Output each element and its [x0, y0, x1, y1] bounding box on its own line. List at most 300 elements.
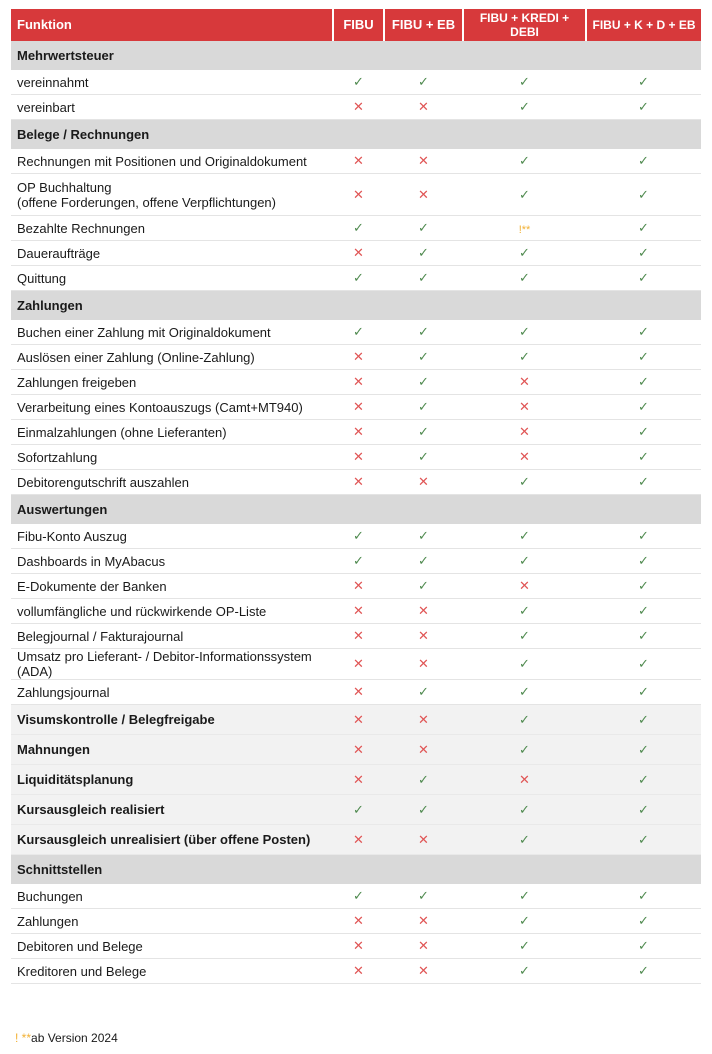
check-icon: ✓: [638, 399, 649, 414]
header-fibu: FIBU: [333, 9, 384, 41]
check-icon: ✓: [418, 324, 429, 339]
table-row: [11, 599, 701, 624]
status-cell: [463, 345, 586, 370]
cross-icon: ✕: [353, 938, 364, 953]
check-icon: ✓: [519, 963, 530, 978]
status-cell: [384, 705, 463, 735]
table-row: [11, 174, 701, 216]
header-fibu-kredi-debi: FIBU + KREDI + DEBI: [463, 9, 586, 41]
check-icon: ✓: [519, 684, 530, 699]
status-cell: [333, 174, 384, 216]
check-icon: ✓: [519, 528, 530, 543]
status-cell: [384, 216, 463, 241]
status-cell: [586, 549, 701, 574]
status-cell: [586, 470, 701, 495]
feature-label: Buchen einer Zahlung mit Originaldokument: [11, 320, 333, 345]
cross-icon: ✕: [418, 656, 429, 671]
status-cell: [333, 95, 384, 120]
status-cell: [586, 216, 701, 241]
status-cell: [384, 174, 463, 216]
check-icon: ✓: [638, 324, 649, 339]
section-header: [11, 41, 701, 70]
status-cell: [586, 705, 701, 735]
cross-icon: ✕: [353, 741, 364, 757]
status-cell: [333, 934, 384, 959]
status-cell: [384, 149, 463, 174]
feature-label: Einmalzahlungen (ohne Lieferanten): [11, 420, 333, 445]
check-icon: ✓: [418, 801, 429, 817]
feature-label: Zahlungsjournal: [11, 680, 333, 705]
table-row: [11, 649, 701, 680]
check-icon: ✓: [519, 74, 530, 89]
status-cell: [586, 95, 701, 120]
feature-label: Fibu-Konto Auszug: [11, 524, 333, 549]
check-icon: ✓: [638, 656, 649, 671]
section-header: [11, 855, 701, 885]
feature-label: Liquiditätsplanung: [11, 765, 333, 795]
check-icon: ✓: [519, 711, 530, 727]
table-row: [11, 320, 701, 345]
status-cell: [586, 884, 701, 909]
check-icon: ✓: [519, 888, 530, 903]
table-row: [11, 345, 701, 370]
feature-label: Visumskontrolle / Belegfreigabe: [11, 705, 333, 735]
status-cell: [463, 934, 586, 959]
status-cell: [384, 266, 463, 291]
footnote: [15, 1031, 118, 1045]
feature-label: Quittung: [11, 266, 333, 291]
feature-comparison-table: [11, 9, 701, 984]
status-cell: [586, 795, 701, 825]
status-cell: [586, 959, 701, 984]
status-cell: [586, 765, 701, 795]
check-icon: ✓: [353, 74, 364, 89]
check-icon: ✓: [418, 553, 429, 568]
feature-label: Zahlungen freigeben: [11, 370, 333, 395]
check-icon: ✓: [353, 270, 364, 285]
status-cell: [333, 795, 384, 825]
feature-label: Belegjournal / Fakturajournal: [11, 624, 333, 649]
cross-icon: ✕: [418, 186, 429, 202]
check-icon: ✓: [353, 528, 364, 543]
status-cell: [586, 445, 701, 470]
check-icon: ✓: [638, 801, 649, 817]
status-cell: [384, 624, 463, 649]
feature-label: Bezahlte Rechnungen: [11, 216, 333, 241]
table-row: [11, 765, 701, 795]
status-cell: [463, 825, 586, 855]
status-cell: [333, 470, 384, 495]
table-row: [11, 934, 701, 959]
check-icon: ✓: [519, 553, 530, 568]
status-cell: [384, 549, 463, 574]
status-cell: [463, 320, 586, 345]
status-cell: [463, 884, 586, 909]
section-title: Schnittstellen: [11, 855, 701, 885]
header-funktion: Funktion: [11, 9, 333, 41]
status-cell: [384, 735, 463, 765]
cross-icon: ✕: [418, 153, 429, 168]
status-cell: [463, 445, 586, 470]
status-cell: [463, 395, 586, 420]
feature-label: Debitoren und Belege: [11, 934, 333, 959]
feature-label: Mahnungen: [11, 735, 333, 765]
cross-icon: ✕: [353, 684, 364, 699]
status-cell: [384, 884, 463, 909]
status-cell: [384, 795, 463, 825]
status-cell: [463, 149, 586, 174]
table-row: [11, 370, 701, 395]
check-icon: ✓: [418, 684, 429, 699]
status-cell: [333, 959, 384, 984]
table-row: [11, 395, 701, 420]
check-icon: ✓: [353, 553, 364, 568]
check-icon: ✓: [519, 245, 530, 260]
check-icon: ✓: [638, 474, 649, 489]
check-icon: ✓: [638, 963, 649, 978]
status-cell: [333, 884, 384, 909]
status-cell: [384, 599, 463, 624]
check-icon: ✓: [353, 888, 364, 903]
check-icon: ✓: [638, 270, 649, 285]
table-row: [11, 705, 701, 735]
check-icon: ✓: [418, 220, 429, 235]
table-row: [11, 149, 701, 174]
status-cell: [463, 680, 586, 705]
section-title: Zahlungen: [11, 291, 701, 321]
status-cell: [333, 735, 384, 765]
check-icon: ✓: [638, 374, 649, 389]
table-row: [11, 420, 701, 445]
cross-icon: ✕: [418, 628, 429, 643]
check-icon: ✓: [418, 888, 429, 903]
status-cell: [384, 524, 463, 549]
feature-label: Auslösen einer Zahlung (Online-Zahlung): [11, 345, 333, 370]
cross-icon: ✕: [519, 424, 530, 439]
check-icon: ✓: [519, 324, 530, 339]
status-cell: [333, 345, 384, 370]
check-icon: ✓: [638, 603, 649, 618]
cross-icon: ✕: [418, 938, 429, 953]
status-cell: [333, 320, 384, 345]
status-cell: [586, 934, 701, 959]
status-cell: [586, 70, 701, 95]
status-cell: [333, 680, 384, 705]
status-cell: [463, 549, 586, 574]
feature-label: Dashboards in MyAbacus: [11, 549, 333, 574]
check-icon: ✓: [519, 349, 530, 364]
cross-icon: ✕: [353, 771, 364, 787]
table-row: [11, 909, 701, 934]
status-cell: [384, 470, 463, 495]
check-icon: ✓: [638, 578, 649, 593]
cross-icon: ✕: [519, 771, 530, 787]
cross-icon: ✕: [353, 628, 364, 643]
check-icon: ✓: [418, 374, 429, 389]
check-icon: ✓: [519, 801, 530, 817]
cross-icon: ✕: [353, 831, 364, 847]
table-row: [11, 549, 701, 574]
feature-label: Kreditoren und Belege: [11, 959, 333, 984]
status-cell: [384, 680, 463, 705]
status-cell: [463, 524, 586, 549]
feature-label: vollumfängliche und rückwirkende OP-Liste: [11, 599, 333, 624]
status-cell: [333, 574, 384, 599]
cross-icon: ✕: [353, 374, 364, 389]
check-icon: ✓: [638, 424, 649, 439]
status-cell: [586, 420, 701, 445]
table-row: [11, 470, 701, 495]
check-icon: ✓: [519, 831, 530, 847]
status-cell: [384, 420, 463, 445]
status-cell: [463, 95, 586, 120]
status-cell: [333, 624, 384, 649]
status-cell: [333, 599, 384, 624]
section-title: Auswertungen: [11, 495, 701, 525]
status-cell: [586, 574, 701, 599]
status-cell: [586, 825, 701, 855]
table-row: [11, 445, 701, 470]
status-cell: [463, 70, 586, 95]
check-icon: ✓: [638, 245, 649, 260]
cross-icon: ✕: [418, 99, 429, 114]
table-row: [11, 735, 701, 765]
status-cell: [586, 174, 701, 216]
check-icon: ✓: [418, 578, 429, 593]
status-cell: [586, 149, 701, 174]
status-cell: [333, 649, 384, 680]
check-icon: ✓: [638, 528, 649, 543]
cross-icon: ✕: [418, 741, 429, 757]
feature-label: vereinnahmt: [11, 70, 333, 95]
section-title: Mehrwertsteuer: [11, 41, 701, 70]
status-cell: [463, 174, 586, 216]
feature-label: Rechnungen mit Positionen und Originaldokument: [11, 149, 333, 174]
feature-label: Daueraufträge: [11, 241, 333, 266]
status-cell: [384, 934, 463, 959]
check-icon: ✓: [638, 888, 649, 903]
check-icon: ✓: [638, 220, 649, 235]
status-cell: [333, 705, 384, 735]
header-fibu-k-d-eb: FIBU + K + D + EB: [586, 9, 701, 41]
status-cell: [333, 370, 384, 395]
status-cell: [384, 320, 463, 345]
check-icon: ✓: [638, 553, 649, 568]
status-cell: [333, 70, 384, 95]
status-cell: [463, 705, 586, 735]
check-icon: ✓: [519, 603, 530, 618]
status-cell: [586, 649, 701, 680]
cross-icon: ✕: [519, 578, 530, 593]
status-cell: [586, 524, 701, 549]
status-cell: [463, 649, 586, 680]
table-row: [11, 70, 701, 95]
status-cell: [586, 345, 701, 370]
cross-icon: ✕: [353, 153, 364, 168]
check-icon: ✓: [353, 324, 364, 339]
check-icon: ✓: [638, 449, 649, 464]
status-cell: [333, 765, 384, 795]
check-icon: ✓: [519, 153, 530, 168]
check-icon: ✓: [638, 684, 649, 699]
check-icon: ✓: [418, 771, 429, 787]
cross-icon: ✕: [353, 656, 364, 671]
cross-icon: ✕: [353, 186, 364, 202]
table-row: [11, 95, 701, 120]
cross-icon: ✕: [519, 399, 530, 414]
cross-icon: ✕: [418, 711, 429, 727]
cross-icon: ✕: [353, 578, 364, 593]
status-cell: [384, 345, 463, 370]
header-fibu-eb: FIBU + EB: [384, 9, 463, 41]
cross-icon: ✕: [353, 474, 364, 489]
cross-icon: ✕: [418, 831, 429, 847]
cross-icon: ✕: [353, 913, 364, 928]
status-cell: [586, 266, 701, 291]
status-cell: [333, 149, 384, 174]
check-icon: ✓: [638, 913, 649, 928]
cross-icon: ✕: [353, 399, 364, 414]
footnote-mark: ! **: [15, 1031, 32, 1045]
status-cell: [333, 549, 384, 574]
check-icon: ✓: [353, 801, 364, 817]
status-cell: [463, 909, 586, 934]
table-header-row: [11, 9, 701, 41]
check-icon: ✓: [418, 449, 429, 464]
check-icon: ✓: [519, 938, 530, 953]
table-row: [11, 825, 701, 855]
check-icon: ✓: [638, 831, 649, 847]
cross-icon: ✕: [418, 913, 429, 928]
status-cell: [586, 624, 701, 649]
check-icon: ✓: [519, 474, 530, 489]
status-cell: [463, 795, 586, 825]
status-cell: [586, 395, 701, 420]
cross-icon: ✕: [353, 449, 364, 464]
check-icon: ✓: [418, 245, 429, 260]
table-row: [11, 959, 701, 984]
cross-icon: ✕: [418, 474, 429, 489]
check-icon: ✓: [638, 628, 649, 643]
check-icon: ✓: [638, 771, 649, 787]
cross-icon: ✕: [519, 449, 530, 464]
status-cell: [384, 825, 463, 855]
check-icon: ✓: [418, 528, 429, 543]
feature-label: Buchungen: [11, 884, 333, 909]
check-icon: ✓: [638, 349, 649, 364]
status-cell: [463, 765, 586, 795]
status-cell: [384, 909, 463, 934]
table-row: [11, 266, 701, 291]
feature-label: Kursausgleich realisiert: [11, 795, 333, 825]
feature-label: Kursausgleich unrealisiert (über offene Posten): [11, 825, 333, 855]
status-cell: [463, 735, 586, 765]
table-row: [11, 884, 701, 909]
check-icon: ✓: [638, 74, 649, 89]
feature-label: Sofortzahlung: [11, 445, 333, 470]
status-cell: [463, 470, 586, 495]
check-icon: ✓: [519, 99, 530, 114]
status-cell: [586, 241, 701, 266]
check-icon: ✓: [519, 913, 530, 928]
status-cell: [463, 266, 586, 291]
check-icon: ✓: [638, 153, 649, 168]
check-icon: ✓: [519, 628, 530, 643]
section-title: Belege / Rechnungen: [11, 120, 701, 150]
feature-label: OP Buchhaltung (offene Forderungen, offene Verpflichtungen): [11, 174, 333, 216]
status-cell: [586, 909, 701, 934]
status-cell: [463, 599, 586, 624]
cross-icon: ✕: [353, 711, 364, 727]
status-cell: [384, 445, 463, 470]
status-cell: [384, 370, 463, 395]
status-cell: [333, 825, 384, 855]
check-icon: ✓: [638, 711, 649, 727]
feature-label: Zahlungen: [11, 909, 333, 934]
status-cell: [333, 266, 384, 291]
cross-icon: ✕: [353, 603, 364, 618]
cross-icon: ✕: [519, 374, 530, 389]
status-cell: [333, 909, 384, 934]
table-row: [11, 574, 701, 599]
status-cell: [463, 216, 586, 241]
status-cell: [463, 420, 586, 445]
status-cell: [333, 395, 384, 420]
status-cell: [463, 574, 586, 599]
status-cell: [384, 95, 463, 120]
check-icon: ✓: [519, 186, 530, 202]
cross-icon: ✕: [353, 245, 364, 260]
status-cell: [333, 445, 384, 470]
status-cell: [384, 70, 463, 95]
check-icon: ✓: [638, 186, 649, 202]
status-cell: [463, 959, 586, 984]
check-icon: ✓: [519, 656, 530, 671]
check-icon: ✓: [519, 270, 530, 285]
check-icon: ✓: [638, 741, 649, 757]
status-cell: [333, 524, 384, 549]
status-cell: [586, 370, 701, 395]
status-cell: [463, 370, 586, 395]
check-icon: ✓: [418, 399, 429, 414]
status-cell: [586, 735, 701, 765]
cross-icon: ✕: [418, 603, 429, 618]
status-cell: [333, 241, 384, 266]
status-cell: [463, 624, 586, 649]
section-header: [11, 120, 701, 150]
check-icon: ✓: [638, 99, 649, 114]
table-row: [11, 216, 701, 241]
cross-icon: ✕: [353, 424, 364, 439]
feature-label: Debitorengutschrift auszahlen: [11, 470, 333, 495]
table-row: [11, 624, 701, 649]
check-icon: ✓: [638, 938, 649, 953]
status-cell: [384, 765, 463, 795]
feature-label: Umsatz pro Lieferant- / Debitor-Informationssystem (ADA): [11, 649, 333, 680]
status-cell: [586, 680, 701, 705]
cross-icon: ✕: [353, 349, 364, 364]
feature-label: Verarbeitung eines Kontoauszugs (Camt+MT940): [11, 395, 333, 420]
feature-label: E-Dokumente der Banken: [11, 574, 333, 599]
check-icon: ✓: [418, 270, 429, 285]
table-row: [11, 241, 701, 266]
section-header: [11, 291, 701, 321]
cross-icon: ✕: [418, 963, 429, 978]
table-row: [11, 524, 701, 549]
check-icon: ✓: [418, 424, 429, 439]
status-cell: [384, 574, 463, 599]
table-body: [11, 41, 701, 984]
